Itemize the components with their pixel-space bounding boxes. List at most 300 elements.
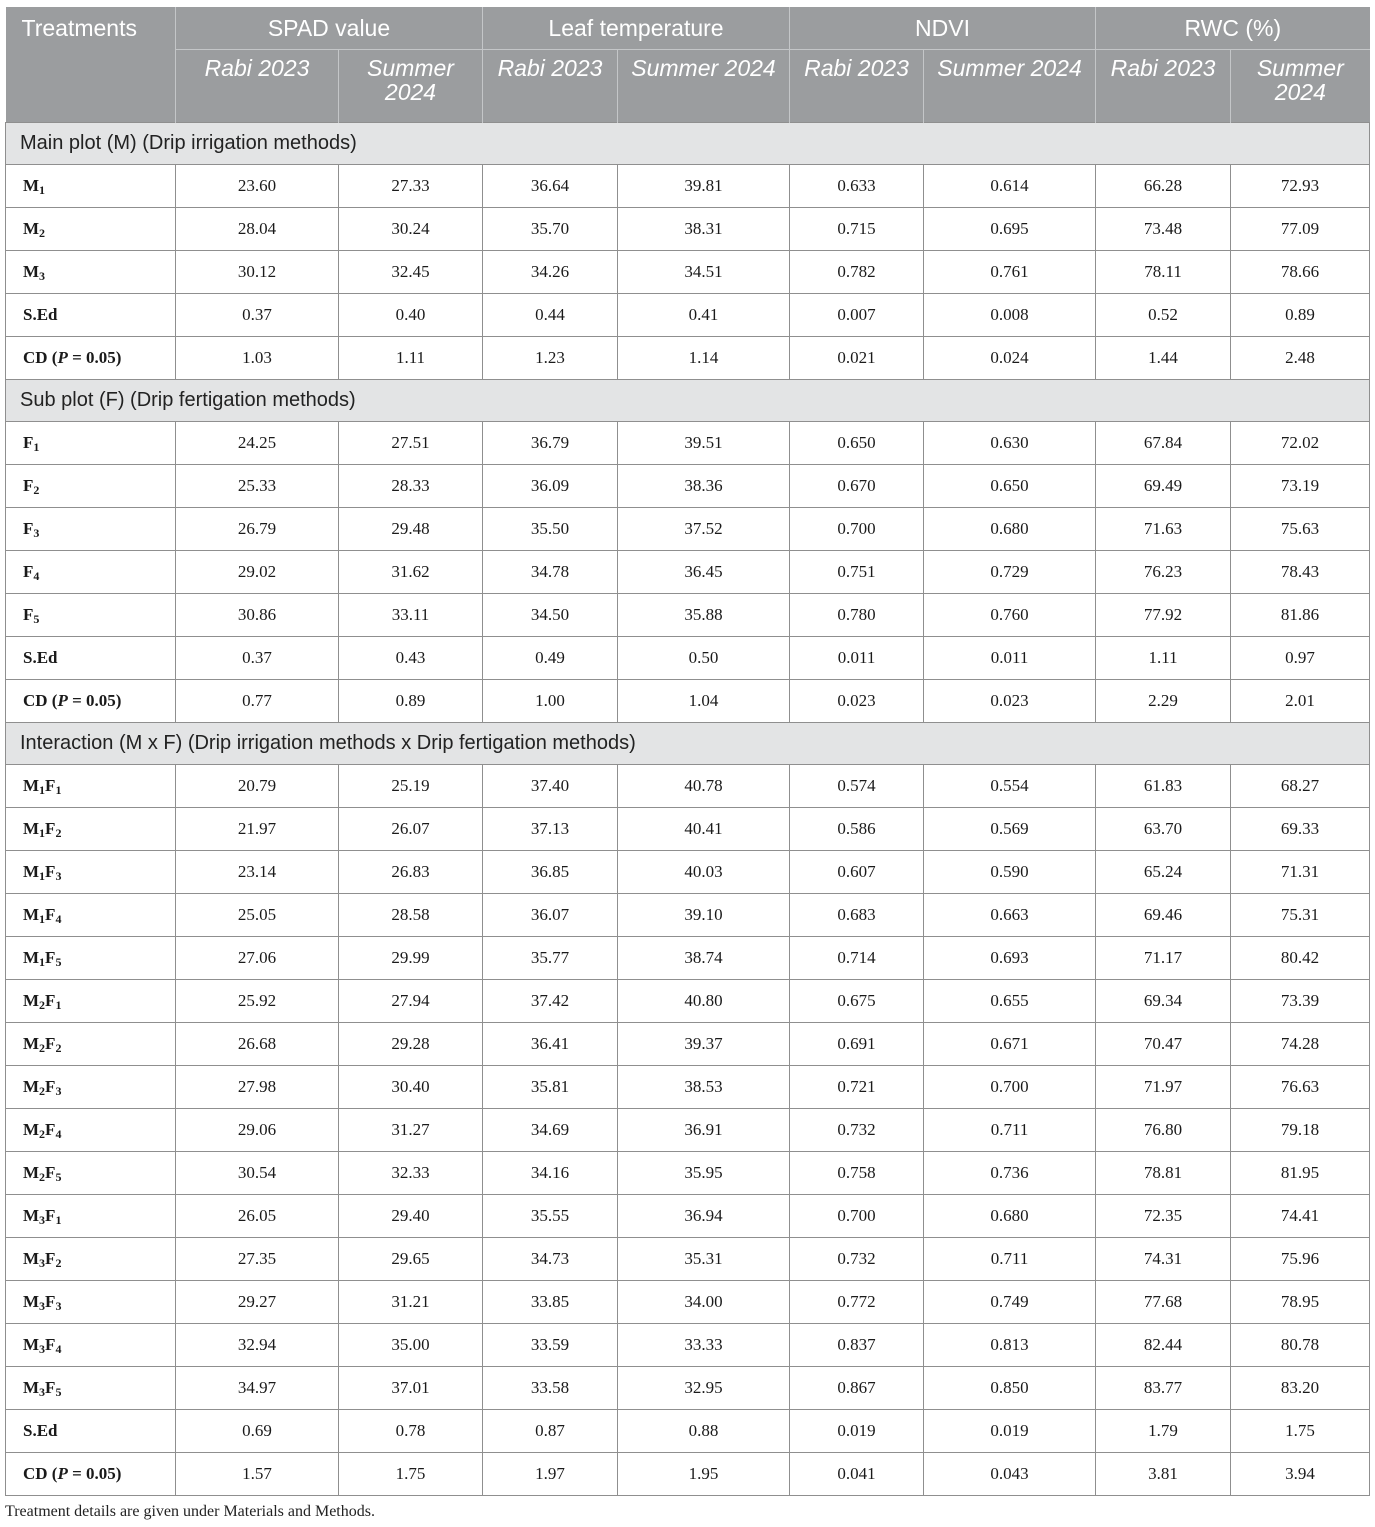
table-cell: 63.70 [1096,808,1231,851]
table-cell: 0.52 [1096,294,1231,337]
table-cell: 0.008 [924,294,1096,337]
table-cell: 0.019 [790,1410,924,1453]
table-cell: 34.00 [618,1281,790,1324]
table-cell: 0.630 [924,422,1096,465]
header-leaf-temperature: Leaf temperature [483,7,790,50]
row-label: $M_3F_2$ [6,1238,176,1281]
table-cell: 0.019 [924,1410,1096,1453]
table-row [6,1066,1370,1109]
table-cell: 75.63 [1231,508,1370,551]
section-title: Main plot (M) (Drip irrigation methods) [6,123,1370,165]
row-label: $M_1F_4$ [6,894,176,937]
table-cell: 20.79 [176,765,339,808]
table-cell: 40.80 [618,980,790,1023]
table-cell: 40.41 [618,808,790,851]
table-cell: 73.48 [1096,208,1231,251]
table-cell: 34.73 [483,1238,618,1281]
table-row [6,1410,1370,1453]
table-cell: 33.58 [483,1367,618,1410]
row-label: $M_1F_2$ [6,808,176,851]
table-cell: 67.84 [1096,422,1231,465]
table-cell: 0.680 [924,508,1096,551]
table-cell: 2.29 [1096,680,1231,723]
table-cell: 0.683 [790,894,924,937]
table-cell: 27.51 [339,422,483,465]
table-cell: 27.94 [339,980,483,1023]
header-season: Summer 2024 [924,50,1096,123]
table-cell: 0.50 [618,637,790,680]
table-cell: 23.60 [176,165,339,208]
header-season: Rabi 2023 [790,50,924,123]
table-row [6,851,1370,894]
table-row [6,465,1370,508]
table-cell: 79.18 [1231,1109,1370,1152]
table-row [6,422,1370,465]
table-cell: 0.023 [924,680,1096,723]
table-cell: 78.95 [1231,1281,1370,1324]
table-cell: 26.07 [339,808,483,851]
table-row [6,1453,1370,1496]
table-cell: 1.04 [618,680,790,723]
row-label: $M_2F_4$ [6,1109,176,1152]
table-cell: 72.02 [1231,422,1370,465]
table-cell: 69.33 [1231,808,1370,851]
table-cell: 29.27 [176,1281,339,1324]
table-cell: 0.77 [176,680,339,723]
table-row [6,765,1370,808]
table-cell: 35.88 [618,594,790,637]
table-cell: 34.50 [483,594,618,637]
table-cell: 69.49 [1096,465,1231,508]
table-row [6,594,1370,637]
section-title: Interaction (M x F) (Drip irrigation methods x Drip fertigation methods) [6,723,1370,765]
table-cell: 0.693 [924,937,1096,980]
table-cell: 36.91 [618,1109,790,1152]
row-label: $F_2$ [6,465,176,508]
table-cell: 0.554 [924,765,1096,808]
table-cell: 23.14 [176,851,339,894]
table-cell: 1.44 [1096,337,1231,380]
table-cell: 35.77 [483,937,618,980]
row-label: S.Ed [6,1410,176,1453]
row-label: $F_5$ [6,594,176,637]
table-cell: 83.20 [1231,1367,1370,1410]
table-cell: 0.024 [924,337,1096,380]
table-row [6,165,1370,208]
table-cell: 30.54 [176,1152,339,1195]
table-header [6,7,1370,123]
table-cell: 37.40 [483,765,618,808]
table-cell: 74.28 [1231,1023,1370,1066]
table-row [6,894,1370,937]
row-label: $M_2F_3$ [6,1066,176,1109]
table-cell: 0.574 [790,765,924,808]
table-cell: 82.44 [1096,1324,1231,1367]
table-cell: 29.48 [339,508,483,551]
row-label: $M_2$ [6,208,176,251]
table-cell: 30.24 [339,208,483,251]
table-cell: 28.33 [339,465,483,508]
table-row [6,808,1370,851]
table-cell: 0.780 [790,594,924,637]
table-cell: 0.590 [924,851,1096,894]
table-cell: 32.45 [339,251,483,294]
table-cell: 78.11 [1096,251,1231,294]
table-cell: 0.021 [790,337,924,380]
header-season: Rabi 2023 [176,50,339,123]
table-cell: 34.51 [618,251,790,294]
table-cell: 78.43 [1231,551,1370,594]
table-cell: 29.28 [339,1023,483,1066]
section-header-row [6,723,1370,765]
table-cell: 0.37 [176,294,339,337]
table-row [6,1281,1370,1324]
row-label: $M_3F_4$ [6,1324,176,1367]
table-cell: 1.03 [176,337,339,380]
table-cell: 36.45 [618,551,790,594]
table-cell: 0.782 [790,251,924,294]
table-cell: 69.34 [1096,980,1231,1023]
table-cell: 39.10 [618,894,790,937]
table-cell: 0.614 [924,165,1096,208]
table-cell: 38.53 [618,1066,790,1109]
table-cell: 1.00 [483,680,618,723]
table-cell: 0.78 [339,1410,483,1453]
table-cell: 27.35 [176,1238,339,1281]
table-body [6,123,1370,1496]
table-cell: 3.81 [1096,1453,1231,1496]
table-cell: 0.007 [790,294,924,337]
table-cell: 80.42 [1231,937,1370,980]
row-label: $M_3F_3$ [6,1281,176,1324]
table-cell: 0.711 [924,1109,1096,1152]
table-cell: 1.79 [1096,1410,1231,1453]
row-label: CD (P = 0.05) [6,1453,176,1496]
table-cell: 0.43 [339,637,483,680]
table-cell: 38.31 [618,208,790,251]
table-cell: 35.31 [618,1238,790,1281]
table-cell: 83.77 [1096,1367,1231,1410]
table-cell: 37.13 [483,808,618,851]
table-cell: 37.01 [339,1367,483,1410]
table-cell: 25.33 [176,465,339,508]
table-row [6,980,1370,1023]
table-cell: 29.65 [339,1238,483,1281]
table-cell: 0.655 [924,980,1096,1023]
row-label: $F_4$ [6,551,176,594]
table-cell: 80.78 [1231,1324,1370,1367]
table-cell: 27.06 [176,937,339,980]
header-season: Summer 2024 [1231,50,1370,123]
table-cell: 36.09 [483,465,618,508]
table-row [6,1195,1370,1238]
row-label: $M_3F_5$ [6,1367,176,1410]
table-cell: 76.80 [1096,1109,1231,1152]
table-cell: 0.89 [339,680,483,723]
table-cell: 0.607 [790,851,924,894]
table-cell: 26.83 [339,851,483,894]
row-label: $M_3F_1$ [6,1195,176,1238]
table-row [6,251,1370,294]
table-cell: 29.40 [339,1195,483,1238]
row-label: $M_1F_1$ [6,765,176,808]
table-row [6,1238,1370,1281]
table-cell: 40.03 [618,851,790,894]
table-cell: 0.749 [924,1281,1096,1324]
table-cell: 65.24 [1096,851,1231,894]
table-cell: 0.49 [483,637,618,680]
row-label: $F_3$ [6,508,176,551]
table-cell: 0.671 [924,1023,1096,1066]
table-cell: 71.31 [1231,851,1370,894]
table-cell: 36.94 [618,1195,790,1238]
table-row [6,551,1370,594]
table-cell: 76.63 [1231,1066,1370,1109]
table-cell: 36.79 [483,422,618,465]
table-row [6,337,1370,380]
table-cell: 32.94 [176,1324,339,1367]
table-cell: 30.40 [339,1066,483,1109]
table-cell: 1.11 [339,337,483,380]
table-cell: 71.63 [1096,508,1231,551]
header-row-groups [6,7,1370,50]
table-cell: 0.011 [790,637,924,680]
table-cell: 39.37 [618,1023,790,1066]
table-cell: 32.95 [618,1367,790,1410]
row-label: $M_3$ [6,251,176,294]
table-cell: 0.736 [924,1152,1096,1195]
table-cell: 25.92 [176,980,339,1023]
table-cell: 33.59 [483,1324,618,1367]
table-row [6,1023,1370,1066]
table-cell: 77.68 [1096,1281,1231,1324]
table-cell: 27.98 [176,1066,339,1109]
table-cell: 0.772 [790,1281,924,1324]
table-cell: 0.691 [790,1023,924,1066]
table-cell: 0.043 [924,1453,1096,1496]
table-cell: 0.711 [924,1238,1096,1281]
data-table-container [5,7,1369,1496]
table-cell: 35.95 [618,1152,790,1195]
table-cell: 0.011 [924,637,1096,680]
table-cell: 0.675 [790,980,924,1023]
table-cell: 30.12 [176,251,339,294]
table-cell: 29.06 [176,1109,339,1152]
table-cell: 0.732 [790,1109,924,1152]
table-cell: 24.25 [176,422,339,465]
table-row [6,637,1370,680]
table-cell: 33.11 [339,594,483,637]
table-cell: 39.51 [618,422,790,465]
section-title: Sub plot (F) (Drip fertigation methods) [6,380,1370,422]
row-label: CD (P = 0.05) [6,337,176,380]
table-cell: 81.86 [1231,594,1370,637]
table-cell: 75.31 [1231,894,1370,937]
table-cell: 33.85 [483,1281,618,1324]
table-cell: 78.81 [1096,1152,1231,1195]
table-cell: 32.33 [339,1152,483,1195]
table-row [6,1109,1370,1152]
table-cell: 0.761 [924,251,1096,294]
table-cell: 72.35 [1096,1195,1231,1238]
table-cell: 2.01 [1231,680,1370,723]
table-cell: 0.569 [924,808,1096,851]
table-cell: 1.14 [618,337,790,380]
table-cell: 73.39 [1231,980,1370,1023]
table-cell: 0.721 [790,1066,924,1109]
section-header-row [6,123,1370,165]
header-season: Summer 2024 [618,50,790,123]
header-season: Rabi 2023 [1096,50,1231,123]
table-cell: 30.86 [176,594,339,637]
table-cell: 0.850 [924,1367,1096,1410]
table-cell: 38.74 [618,937,790,980]
table-cell: 34.26 [483,251,618,294]
table-footnote: Treatment details are given under Materials and Methods. [5,1503,375,1520]
table-cell: 34.78 [483,551,618,594]
table-cell: 36.64 [483,165,618,208]
table-cell: 0.813 [924,1324,1096,1367]
row-label: $M_2F_1$ [6,980,176,1023]
header-row-seasons [6,50,1370,123]
header-ndvi: NDVI [790,7,1096,50]
table-cell: 2.48 [1231,337,1370,380]
table-row [6,294,1370,337]
table-cell: 0.650 [924,465,1096,508]
table-cell: 37.42 [483,980,618,1023]
table-cell: 74.41 [1231,1195,1370,1238]
table-cell: 1.95 [618,1453,790,1496]
table-cell: 38.36 [618,465,790,508]
table-cell: 0.40 [339,294,483,337]
table-cell: 0.700 [790,508,924,551]
table-cell: 1.97 [483,1453,618,1496]
table-cell: 27.33 [339,165,483,208]
table-cell: 37.52 [618,508,790,551]
table-cell: 34.97 [176,1367,339,1410]
table-cell: 74.31 [1096,1238,1231,1281]
table-cell: 26.68 [176,1023,339,1066]
row-label: $M_1$ [6,165,176,208]
header-season: Rabi 2023 [483,50,618,123]
row-label: CD (P = 0.05) [6,680,176,723]
table-cell: 0.760 [924,594,1096,637]
table-cell: 3.94 [1231,1453,1370,1496]
section-header-row [6,380,1370,422]
row-label: S.Ed [6,637,176,680]
table-cell: 0.732 [790,1238,924,1281]
table-cell: 29.02 [176,551,339,594]
table-cell: 40.78 [618,765,790,808]
table-cell: 0.023 [790,680,924,723]
table-cell: 75.96 [1231,1238,1370,1281]
table-cell: 28.58 [339,894,483,937]
table-cell: 0.700 [924,1066,1096,1109]
table-cell: 31.27 [339,1109,483,1152]
table-cell: 26.05 [176,1195,339,1238]
table-cell: 35.50 [483,508,618,551]
table-cell: 0.715 [790,208,924,251]
table-cell: 35.81 [483,1066,618,1109]
table-cell: 26.79 [176,508,339,551]
table-cell: 77.09 [1231,208,1370,251]
table-row [6,508,1370,551]
table-cell: 0.729 [924,551,1096,594]
table-cell: 36.41 [483,1023,618,1066]
table-cell: 25.05 [176,894,339,937]
table-cell: 71.17 [1096,937,1231,980]
table-cell: 0.41 [618,294,790,337]
table-cell: 31.21 [339,1281,483,1324]
row-label: $M_1F_5$ [6,937,176,980]
table-cell: 71.97 [1096,1066,1231,1109]
table-cell: 34.16 [483,1152,618,1195]
table-row [6,208,1370,251]
table-cell: 1.57 [176,1453,339,1496]
table-cell: 35.00 [339,1324,483,1367]
table-cell: 35.55 [483,1195,618,1238]
table-cell: 0.837 [790,1324,924,1367]
table-cell: 28.04 [176,208,339,251]
table-row [6,1367,1370,1410]
row-label: $M_2F_2$ [6,1023,176,1066]
table-cell: 72.93 [1231,165,1370,208]
table-cell: 33.33 [618,1324,790,1367]
table-cell: 0.87 [483,1410,618,1453]
table-cell: 0.663 [924,894,1096,937]
table-cell: 0.670 [790,465,924,508]
table-cell: 39.81 [618,165,790,208]
table-cell: 36.85 [483,851,618,894]
table-cell: 21.97 [176,808,339,851]
table-cell: 0.867 [790,1367,924,1410]
data-table [5,7,1370,1496]
table-cell: 34.69 [483,1109,618,1152]
table-cell: 25.19 [339,765,483,808]
row-label: $F_1$ [6,422,176,465]
table-cell: 66.28 [1096,165,1231,208]
table-cell: 61.83 [1096,765,1231,808]
table-cell: 81.95 [1231,1152,1370,1195]
header-spad-value: SPAD value [176,7,483,50]
row-label: $M_2F_5$ [6,1152,176,1195]
table-cell: 68.27 [1231,765,1370,808]
table-cell: 69.46 [1096,894,1231,937]
table-cell: 0.633 [790,165,924,208]
table-row [6,1152,1370,1195]
table-cell: 35.70 [483,208,618,251]
table-cell: 1.75 [339,1453,483,1496]
table-cell: 0.680 [924,1195,1096,1238]
header-rwc: RWC (%) [1096,7,1370,50]
table-cell: 36.07 [483,894,618,937]
table-cell: 70.47 [1096,1023,1231,1066]
table-cell: 77.92 [1096,594,1231,637]
table-cell: 0.37 [176,637,339,680]
table-cell: 29.99 [339,937,483,980]
table-cell: 0.97 [1231,637,1370,680]
table-cell: 0.88 [618,1410,790,1453]
table-cell: 76.23 [1096,551,1231,594]
table-row [6,1324,1370,1367]
table-cell: 0.44 [483,294,618,337]
table-cell: 0.714 [790,937,924,980]
table-cell: 0.586 [790,808,924,851]
table-cell: 78.66 [1231,251,1370,294]
row-label: $M_1F_3$ [6,851,176,894]
header-treatments: Treatments [6,7,176,123]
table-cell: 1.23 [483,337,618,380]
